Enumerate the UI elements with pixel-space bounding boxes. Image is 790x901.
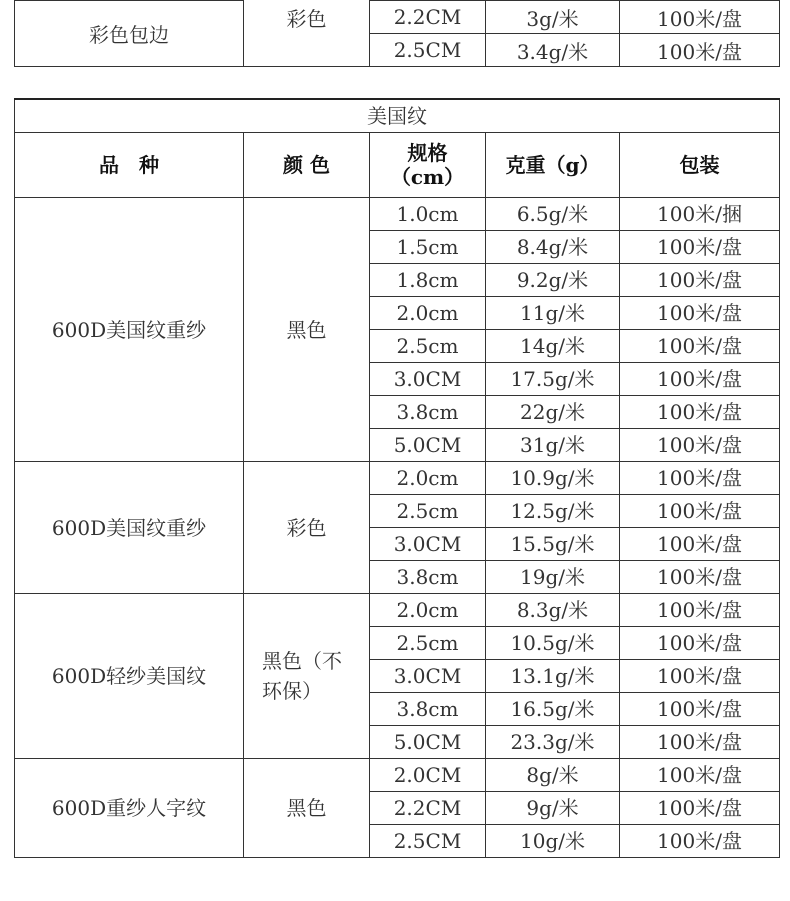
spec-cell: 1.8cm: [370, 264, 486, 297]
header-color: 颜 色: [244, 133, 370, 198]
weight-cell: 3g/米: [486, 1, 620, 34]
weight-cell: 16.5g/米: [486, 693, 620, 726]
weight-cell: 10g/米: [486, 825, 620, 858]
spec-cell: 3.8cm: [370, 396, 486, 429]
pack-cell: 100米/盘: [620, 825, 780, 858]
weight-cell: 9g/米: [486, 792, 620, 825]
spec-cell: 2.2CM: [370, 792, 486, 825]
spec-cell: 3.8cm: [370, 693, 486, 726]
product-cell: 600D轻纱美国纹: [15, 594, 244, 759]
spec-cell: 2.5cm: [370, 627, 486, 660]
pack-cell: 100米/盘: [620, 759, 780, 792]
pack-cell: 100米/捆: [620, 198, 780, 231]
weight-cell: 8.4g/米: [486, 231, 620, 264]
pack-cell: 100米/盘: [620, 528, 780, 561]
header-spec-line1: 规格: [407, 141, 448, 165]
table-row: [15, 198, 780, 231]
spec-cell: 3.0CM: [370, 660, 486, 693]
spec-cell: 5.0CM: [370, 726, 486, 759]
pack-cell: 100米/盘: [620, 660, 780, 693]
spec-cell: 2.5cm: [370, 330, 486, 363]
spec-cell: 5.0CM: [370, 429, 486, 462]
product-cell: 600D重纱人字纹: [15, 759, 244, 858]
table-row: [15, 759, 780, 792]
weight-cell: 31g/米: [486, 429, 620, 462]
color-cell: 黑色: [244, 759, 370, 858]
table-row: [15, 462, 780, 495]
table-row: [15, 594, 780, 627]
pack-cell: 100米/盘: [620, 495, 780, 528]
spec-cell: 2.0CM: [370, 759, 486, 792]
weight-cell: 3.4g/米: [486, 34, 620, 67]
product-cell: 600D美国纹重纱: [15, 462, 244, 594]
header-product: 品 种: [15, 133, 244, 198]
weight-cell: 6.5g/米: [486, 198, 620, 231]
header-spec-line2: （cm）: [390, 165, 465, 189]
color-cell: 彩色: [244, 0, 370, 67]
weight-cell: 15.5g/米: [486, 528, 620, 561]
weight-cell: 17.5g/米: [486, 363, 620, 396]
spec-cell: 3.8cm: [370, 561, 486, 594]
product-cell: 600D美国纹重纱: [15, 198, 244, 462]
weight-cell: 22g/米: [486, 396, 620, 429]
header-pack: 包装: [620, 133, 780, 198]
pack-cell: 100米/盘: [620, 330, 780, 363]
pack-cell: 100米/盘: [620, 396, 780, 429]
pack-cell: 100米/盘: [620, 594, 780, 627]
spec-cell: 2.5CM: [370, 825, 486, 858]
pack-cell: 100米/盘: [620, 693, 780, 726]
weight-cell: 8g/米: [486, 759, 620, 792]
weight-cell: 13.1g/米: [486, 660, 620, 693]
weight-cell: 19g/米: [486, 561, 620, 594]
header-weight: 克重（g）: [486, 133, 620, 198]
pack-cell: 100米/盘: [620, 627, 780, 660]
weight-cell: 12.5g/米: [486, 495, 620, 528]
product-cell: 彩色包边: [15, 1, 244, 67]
weight-cell: 9.2g/米: [486, 264, 620, 297]
table-header-row: [15, 133, 780, 198]
spec-cell: 2.0cm: [370, 594, 486, 627]
weight-cell: 11g/米: [486, 297, 620, 330]
table-title-row: [15, 99, 780, 133]
color-cell: 彩色: [244, 462, 370, 594]
spec-cell: 3.0CM: [370, 528, 486, 561]
american-pattern-table: [14, 98, 780, 858]
pack-cell: 100米/盘: [620, 429, 780, 462]
spec-cell: 2.2CM: [370, 1, 486, 34]
pack-cell: 100米/盘: [620, 34, 780, 67]
color-cell: 黑色: [244, 198, 370, 462]
pack-cell: 100米/盘: [620, 561, 780, 594]
spec-cell: 1.0cm: [370, 198, 486, 231]
spec-cell: 1.5cm: [370, 231, 486, 264]
spec-cell: 2.0cm: [370, 462, 486, 495]
spec-cell: 2.0cm: [370, 297, 486, 330]
table-body: [15, 198, 780, 858]
spec-cell: 3.0CM: [370, 363, 486, 396]
spec-cell: 2.5cm: [370, 495, 486, 528]
pack-cell: 100米/盘: [620, 363, 780, 396]
weight-cell: 23.3g/米: [486, 726, 620, 759]
weight-cell: 10.9g/米: [486, 462, 620, 495]
pack-cell: 100米/盘: [620, 726, 780, 759]
weight-cell: 10.5g/米: [486, 627, 620, 660]
pack-cell: 100米/盘: [620, 264, 780, 297]
pack-cell: 100米/盘: [620, 462, 780, 495]
pack-cell: 100米/盘: [620, 297, 780, 330]
table-title: 美国纹: [15, 99, 780, 133]
weight-cell: 14g/米: [486, 330, 620, 363]
previous-table-fragment: [14, 0, 780, 67]
weight-cell: 8.3g/米: [486, 594, 620, 627]
pack-cell: 100米/盘: [620, 1, 780, 34]
spec-cell: 2.5CM: [370, 34, 486, 67]
color-cell: 黑色（不环保）: [244, 594, 370, 759]
pack-cell: 100米/盘: [620, 231, 780, 264]
table-row: [15, 1, 780, 34]
pack-cell: 100米/盘: [620, 792, 780, 825]
header-spec: [370, 133, 486, 198]
